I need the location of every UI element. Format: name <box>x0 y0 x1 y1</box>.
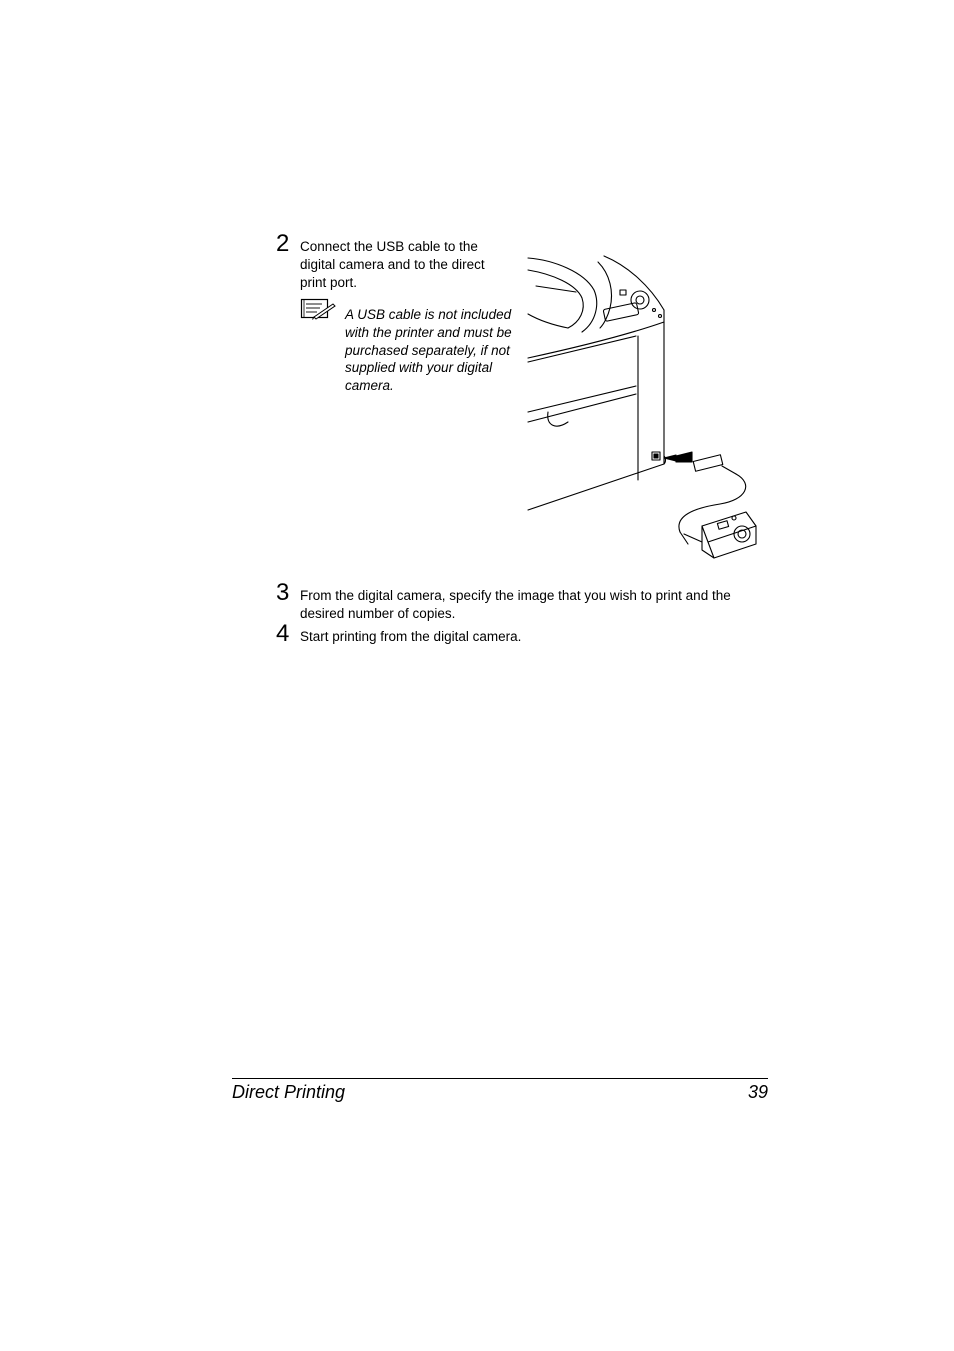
step-2-text: Connect the USB cable to the digital camera and to the direct print port. <box>300 239 485 290</box>
footer-page-number: 39 <box>747 1082 768 1102</box>
step-4-text: Start printing from the digital camera. <box>300 629 522 644</box>
printer-usb-camera-illustration <box>524 252 764 564</box>
step-3-text: From the digital camera, specify the image that you wish to print and the desired number of copies. <box>300 588 731 621</box>
footer-rule <box>232 1078 768 1079</box>
footer-section-title: Direct Printing <box>232 1082 346 1102</box>
step-3-number: 3 <box>276 579 290 606</box>
note-pad-pencil-icon <box>300 298 336 320</box>
note-text: A USB cable is not included with the printer and must be purchased separately, if not supplied with your digital camera. <box>345 307 512 394</box>
step-2-number: 2 <box>276 230 290 257</box>
step-4-number: 4 <box>276 620 290 647</box>
